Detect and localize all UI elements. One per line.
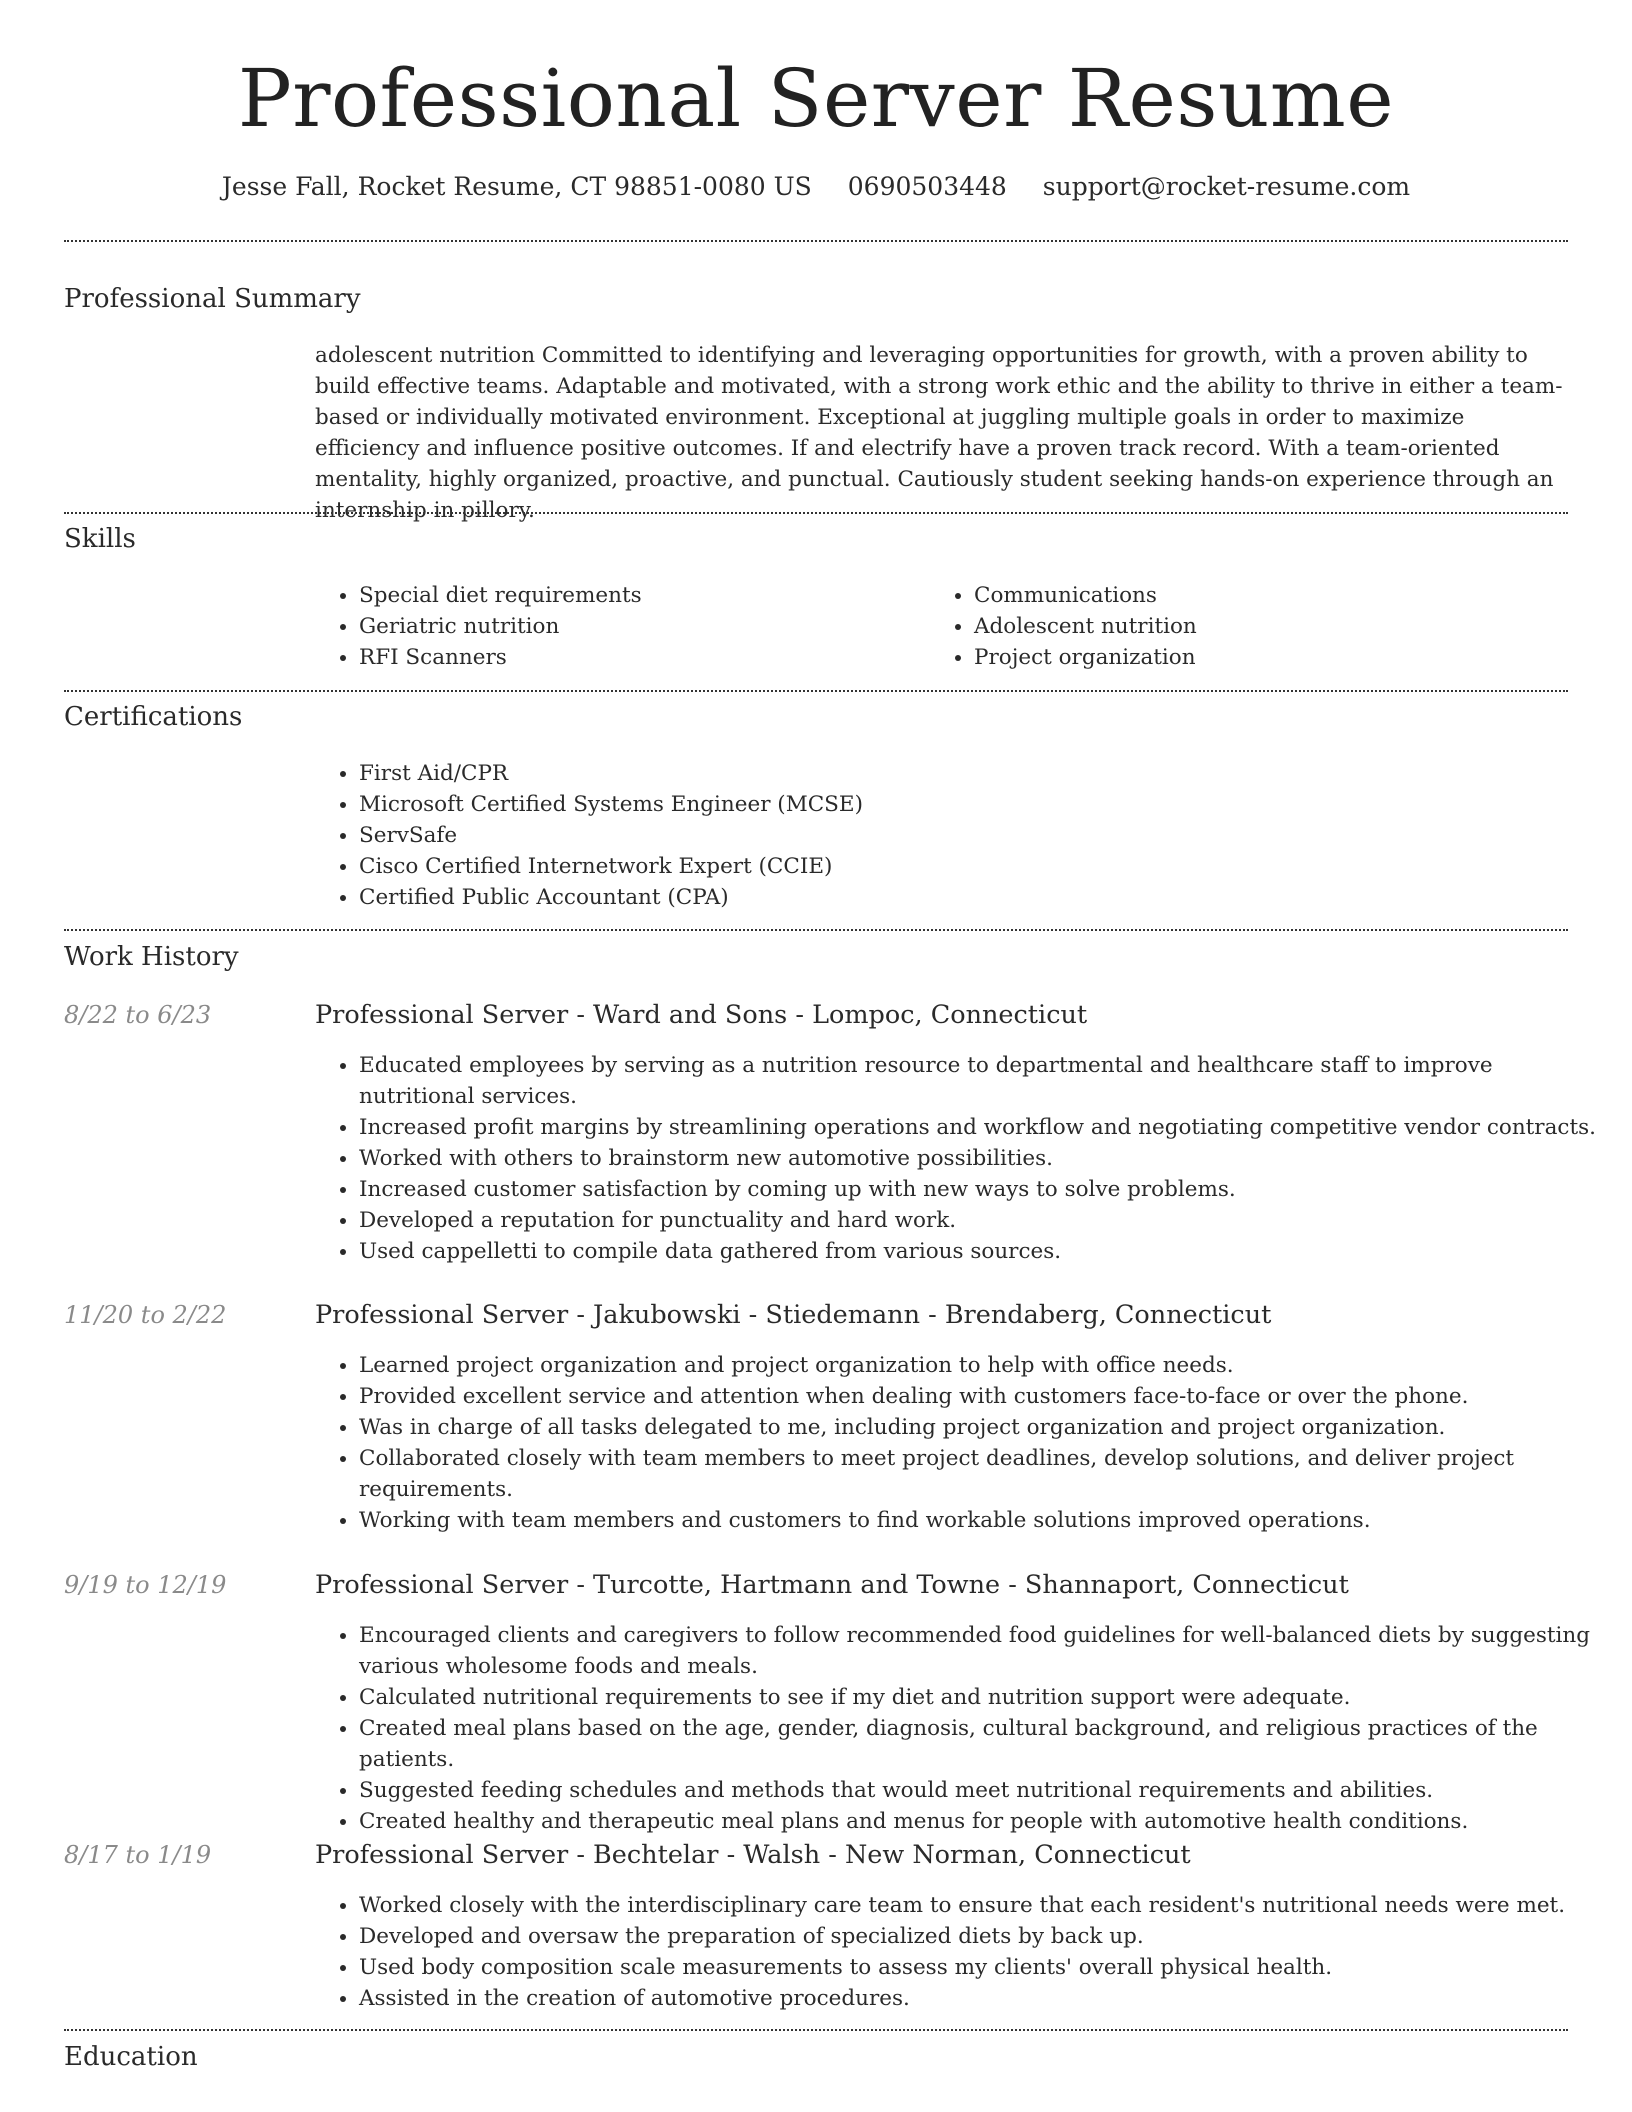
list-item: • Calculated nutritional requirements to see if my diet and nutrition support were adequate. (359, 1682, 1612, 1713)
summary-text: adolescent nutrition Committed to identifying and leveraging opportunities for growth, with a proven ability to build effective teams. Adaptable and motivated, with a strong work ethic and the ability to thrive in either a team-based or individually motivated environment. Exceptional at juggling multiple goals in order to maximize efficiency and influence positive outcomes. If and electrify have a proven track record. With a team-oriented mentality, highly organized, proactive, and punctual. Cautiously student seeking hands-on experience through an internship in pillory. (315, 343, 1563, 523)
list-item: • Geriatric nutrition (359, 611, 919, 642)
list-item: • Collaborated closely with team members to meet project deadlines, develop solutions, and deliver project requirements. (359, 1443, 1612, 1505)
list-item: • Microsoft Certified Systems Engineer (MCSE) (359, 789, 1612, 820)
job-dates: 8/17 to 1/19 (64, 1841, 212, 1869)
list-item: • Created healthy and therapeutic meal plans and menus for people with automotive health conditions. (359, 1806, 1612, 1837)
skills-list-right (930, 580, 1574, 673)
contact-address: Jesse Fall, Rocket Resume, CT 98851-0080 US (221, 172, 812, 201)
list-item: • RFI Scanners (359, 642, 919, 673)
list-item: • Increased profit margins by streamlining operations and workflow and negotiating competitive vendor contracts. (359, 1112, 1612, 1143)
list-item: • Worked with others to brainstorm new automotive possibilities. (359, 1143, 1612, 1174)
job-dates: 9/19 to 12/19 (64, 1571, 227, 1599)
list-item: • Created meal plans based on the age, gender, diagnosis, cultural background, and religious practices of the patients. (359, 1713, 1612, 1775)
job-title: Professional Server - Bechtelar - Walsh - New Norman, Connecticut (315, 1840, 1191, 1870)
job-bullets (315, 1350, 1612, 1536)
list-item: • Communications (974, 580, 1574, 611)
list-item: • Provided excellent service and attention when dealing with customers face-to-face or over the phone. (359, 1381, 1612, 1412)
contact-phone: 0690503448 (847, 172, 1007, 201)
list-item: • Certified Public Accountant (CPA) (359, 882, 1612, 913)
list-item: • Encouraged clients and caregivers to follow recommended food guidelines for well-balanced diets by suggesting various wholesome foods and meals. (359, 1620, 1612, 1682)
divider (64, 2029, 1568, 2031)
job-dates: 11/20 to 2/22 (64, 1301, 227, 1329)
resume-title: Professional Server Resume (237, 52, 1395, 145)
list-item: • ServSafe (359, 820, 1612, 851)
list-item: • Cisco Certified Internetwork Expert (CCIE) (359, 851, 1612, 882)
work-history-heading: Work History (64, 942, 239, 972)
list-item: • Suggested feeding schedules and methods that would meet nutritional requirements and abilities. (359, 1775, 1612, 1806)
divider (64, 929, 1568, 931)
job-bullets (315, 1050, 1612, 1267)
list-item: • Learned project organization and project organization to help with office needs. (359, 1350, 1612, 1381)
job-bullets (315, 1890, 1612, 2014)
list-item: • First Aid/CPR (359, 758, 1612, 789)
certifications-list (315, 758, 1612, 913)
job-bullets (315, 1620, 1612, 1837)
list-item: • Was in charge of all tasks delegated to me, including project organization and project organization. (359, 1412, 1612, 1443)
summary-heading: Professional Summary (64, 284, 361, 314)
list-item: • Worked closely with the interdisciplinary care team to ensure that each resident's nutritional needs were met. (359, 1890, 1612, 1921)
list-item: • Assisted in the creation of automotive procedures. (359, 1983, 1612, 2014)
list-item: • Adolescent nutrition (974, 611, 1574, 642)
skills-list-left (315, 580, 919, 673)
certifications-heading: Certifications (64, 702, 243, 732)
list-item: • Developed and oversaw the preparation of specialized diets by back up. (359, 1921, 1612, 1952)
job-title: Professional Server - Turcotte, Hartmann and Towne - Shannaport, Connecticut (315, 1570, 1349, 1600)
divider (64, 512, 1568, 514)
job-title: Professional Server - Ward and Sons - Lompoc, Connecticut (315, 1000, 1088, 1030)
divider (64, 690, 1568, 692)
contact-email: support@rocket-resume.com (1042, 172, 1411, 201)
list-item: • Educated employees by serving as a nutrition resource to departmental and healthcare staff to improve nutritional services. (359, 1050, 1612, 1112)
list-item: • Increased customer satisfaction by coming up with new ways to solve problems. (359, 1174, 1612, 1205)
list-item: • Working with team members and customers to find workable solutions improved operations. (359, 1505, 1612, 1536)
list-item: • Used cappelletti to compile data gathered from various sources. (359, 1236, 1612, 1267)
contact-line (64, 172, 1568, 201)
job-dates: 8/22 to 6/23 (64, 1001, 212, 1029)
education-heading: Education (64, 2042, 198, 2072)
skills-heading: Skills (64, 524, 136, 554)
job-title: Professional Server - Jakubowski - Stiedemann - Brendaberg, Connecticut (315, 1300, 1272, 1330)
list-item: • Project organization (974, 642, 1574, 673)
list-item: • Special diet requirements (359, 580, 919, 611)
list-item: • Used body composition scale measurements to assess my clients' overall physical health. (359, 1952, 1612, 1983)
divider (64, 240, 1568, 242)
list-item: • Developed a reputation for punctuality and hard work. (359, 1205, 1612, 1236)
